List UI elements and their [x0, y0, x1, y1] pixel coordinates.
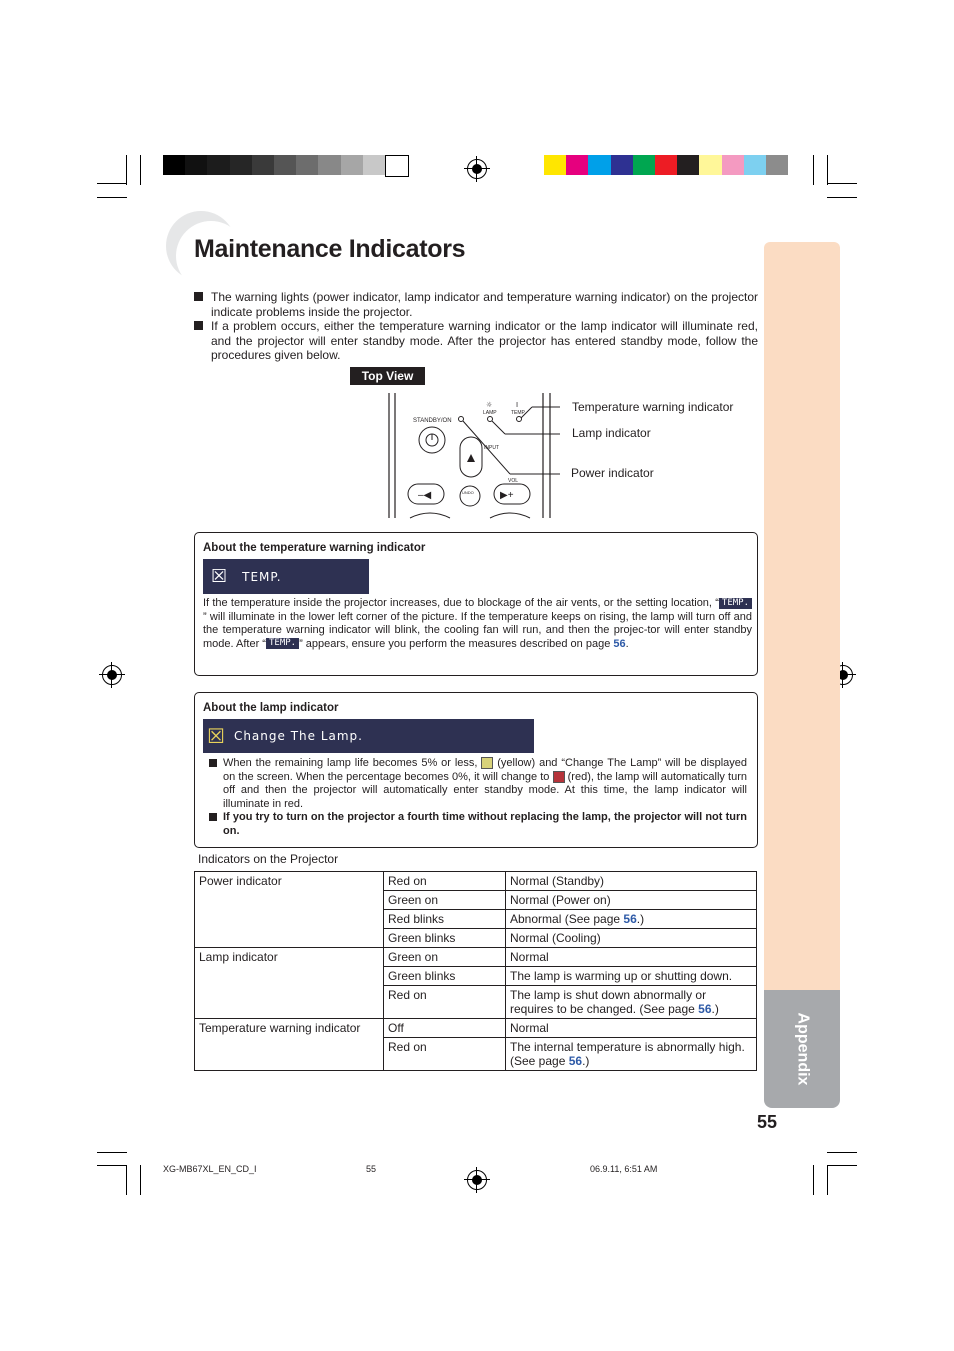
lamp-box-text: [209, 757, 747, 838]
color-swatch: [207, 155, 229, 175]
list-item: [194, 319, 758, 363]
crop-mark: [827, 1165, 828, 1195]
color-swatch: [318, 155, 340, 175]
red-lamp-icon: [553, 771, 565, 783]
appendix-tab-label: Appendix: [793, 1012, 811, 1086]
color-swatch: [163, 155, 185, 175]
crop-mark: [140, 155, 141, 185]
svg-text:▶+: ▶+: [500, 490, 514, 501]
indicator-meaning-cell: Normal: [506, 948, 757, 967]
lamp-box-heading: About the lamp indicator: [203, 702, 339, 714]
registration-mark-icon: [467, 1170, 487, 1190]
indicator-meaning-cell: The internal temperature is abnormally high. (See page 56.): [506, 1038, 757, 1071]
svg-text:☼: ☼: [486, 401, 493, 409]
crop-mark: [97, 197, 127, 198]
color-swatch: [722, 155, 744, 175]
temp-badge-icon: TEMP.: [719, 598, 752, 609]
temperature-indicator-box: [194, 532, 758, 676]
bullet-text: The warning lights (power indicator, lamp indicator and temperature warning indicator) on the projector indicate problems inside the projector.: [211, 290, 758, 319]
color-swatch: [566, 155, 588, 175]
input-label: INPUT: [484, 445, 499, 451]
color-swatch: [699, 155, 721, 175]
indicator-state-cell: Green on: [384, 891, 506, 910]
crop-mark: [827, 1165, 857, 1166]
crop-mark: [126, 1165, 127, 1195]
crop-mark: [97, 183, 127, 184]
footer-timestamp: 06.9.11, 6:51 AM: [590, 1164, 658, 1174]
temp-label: TEMP.: [511, 410, 526, 416]
callout-lamp-indicator: Lamp indicator: [572, 426, 651, 440]
indicator-meaning-cell: The lamp is shut down abnormally or requires to be changed. (See page 56.): [506, 986, 757, 1019]
indicator-state-cell: Red on: [384, 986, 506, 1019]
indicator-table: [194, 871, 757, 1071]
crop-mark: [813, 1165, 814, 1195]
color-swatch: [341, 155, 363, 175]
indicator-meaning-cell: Normal (Power on): [506, 891, 757, 910]
color-swatch: [588, 155, 610, 175]
bullet-square-icon: [194, 321, 203, 330]
callout-power-indicator: Power indicator: [571, 466, 654, 480]
registration-mark-icon: [467, 159, 487, 179]
footer-file: XG-MB67XL_EN_CD_I: [163, 1164, 257, 1174]
indicator-state-cell: Green blinks: [384, 967, 506, 986]
color-swatch: [385, 155, 409, 177]
page-title: Maintenance Indicators: [194, 235, 466, 263]
color-swatch: [611, 155, 633, 175]
page-ref-link[interactable]: 56: [568, 1054, 583, 1068]
svg-text:–◀: –◀: [418, 490, 432, 501]
undo-label: UNDO: [462, 490, 474, 495]
temperature-box-heading: About the temperature warning indicator: [203, 542, 426, 554]
bullet-square-icon: [194, 292, 203, 301]
lamp-indicator-box: [194, 692, 758, 848]
bullet-square-icon: [209, 813, 217, 821]
svg-text:Ⅰ: Ⅰ: [516, 401, 519, 409]
crop-mark: [126, 155, 127, 185]
page-number: 55: [757, 1112, 778, 1132]
page-ref-link[interactable]: 56: [698, 1002, 712, 1016]
indicator-meaning-cell: Normal (Cooling): [506, 929, 757, 948]
registration-mark-icon: [102, 665, 122, 685]
indicator-state-cell: Red on: [384, 1038, 506, 1071]
color-swatch: [185, 155, 207, 175]
color-swatch: [252, 155, 274, 175]
table-row: [195, 1019, 757, 1038]
page-ref-link[interactable]: 56: [623, 912, 637, 926]
lamp-osd-display: [203, 719, 534, 753]
temp-badge-icon: TEMP.: [266, 638, 299, 649]
color-swatch: [544, 155, 566, 175]
indicator-name-cell: Power indicator: [195, 872, 384, 948]
lamp-osd-text: Change The Lamp.: [233, 729, 363, 743]
crop-mark: [827, 1152, 857, 1153]
table-row: [195, 872, 757, 891]
indicator-state-cell: Red on: [384, 872, 506, 891]
lamp-label: LAMP: [483, 410, 497, 416]
temperature-box-text: If the temperature inside the projector increases, due to blockage of the air vents, or the setting location, “ TEMP.” will illuminate in the lower left corner of the picture. If the temperature keeps on rising, the lamp will turn off and the temperature warning indicator will blink, the cooling fan will run, and then the projec-tor will enter standby mode. After “ TEMP. ” appears, ensure you perform the measures described on page 56.: [203, 597, 752, 650]
indicator-state-cell: Red blinks: [384, 910, 506, 929]
color-swatch: [274, 155, 296, 175]
color-swatch: [296, 155, 318, 175]
color-swatch: [633, 155, 655, 175]
crop-mark: [97, 1165, 127, 1166]
list-item: [194, 290, 758, 319]
indicator-name-cell: Lamp indicator: [195, 948, 384, 1019]
lamp-warning-icon: ☒: [207, 724, 226, 748]
vol-label: VOL: [508, 478, 519, 484]
intro-bullets: [194, 290, 758, 363]
crop-mark: [827, 183, 857, 184]
table-row: [195, 948, 757, 967]
temp-osd-display: [203, 559, 369, 594]
projector-top-view-diagram: [380, 390, 560, 520]
side-tab-background: [764, 242, 840, 992]
color-swatch: [230, 155, 252, 175]
standby-label: STANDBY/ON: [413, 418, 452, 424]
bullet-square-icon: [209, 759, 217, 767]
color-swatch: [655, 155, 677, 175]
indicator-state-cell: Green on: [384, 948, 506, 967]
crop-mark: [140, 1165, 141, 1195]
color-swatch: [766, 155, 788, 175]
indicator-meaning-cell: Normal: [506, 1019, 757, 1038]
indicator-state-cell: Off: [384, 1019, 506, 1038]
color-swatch: [744, 155, 766, 175]
callout-temperature-warning: Temperature warning indicator: [572, 400, 734, 414]
color-swatch: [677, 155, 699, 175]
list-item: If you try to turn on the projector a fourth time without replacing the lamp, the projector will not turn on.: [209, 811, 747, 838]
indicator-state-cell: Green blinks: [384, 929, 506, 948]
indicator-name-cell: Temperature warning indicator: [195, 1019, 384, 1071]
temp-osd-text: TEMP.: [242, 569, 282, 584]
indicator-meaning-cell: Normal (Standby): [506, 872, 757, 891]
footer-page: 55: [366, 1164, 377, 1174]
table-caption: Indicators on the Projector: [198, 852, 339, 866]
indicator-meaning-cell: The lamp is warming up or shutting down.: [506, 967, 757, 986]
indicator-meaning-cell: Abnormal (See page 56.): [506, 910, 757, 929]
page-ref-link[interactable]: 56: [613, 637, 626, 650]
crop-mark: [827, 155, 828, 185]
bullet-text: If a problem occurs, either the temperature warning indicator or the lamp indicator will illuminate red, and the projector will enter standby mode. After the projector has entered standby mode, follow the procedures given below.: [211, 319, 758, 362]
crop-mark: [97, 1152, 127, 1153]
thermometer-warning-icon: ☒: [211, 566, 229, 587]
list-item: When the remaining lamp life becomes 5% or less, (yellow) and “Change The Lamp” will be displayed on the screen. When the percentage becomes 0%, it will change to (red), the lamp will automatically turn off and then the projector will automatically enter standby mode. At this time, the lamp indicator will illuminate in red.: [209, 757, 747, 811]
crop-mark: [813, 155, 814, 185]
yellow-lamp-icon: [481, 757, 493, 769]
color-swatch: [363, 155, 385, 175]
top-view-label: Top View: [350, 367, 425, 385]
crop-mark: [827, 197, 857, 198]
